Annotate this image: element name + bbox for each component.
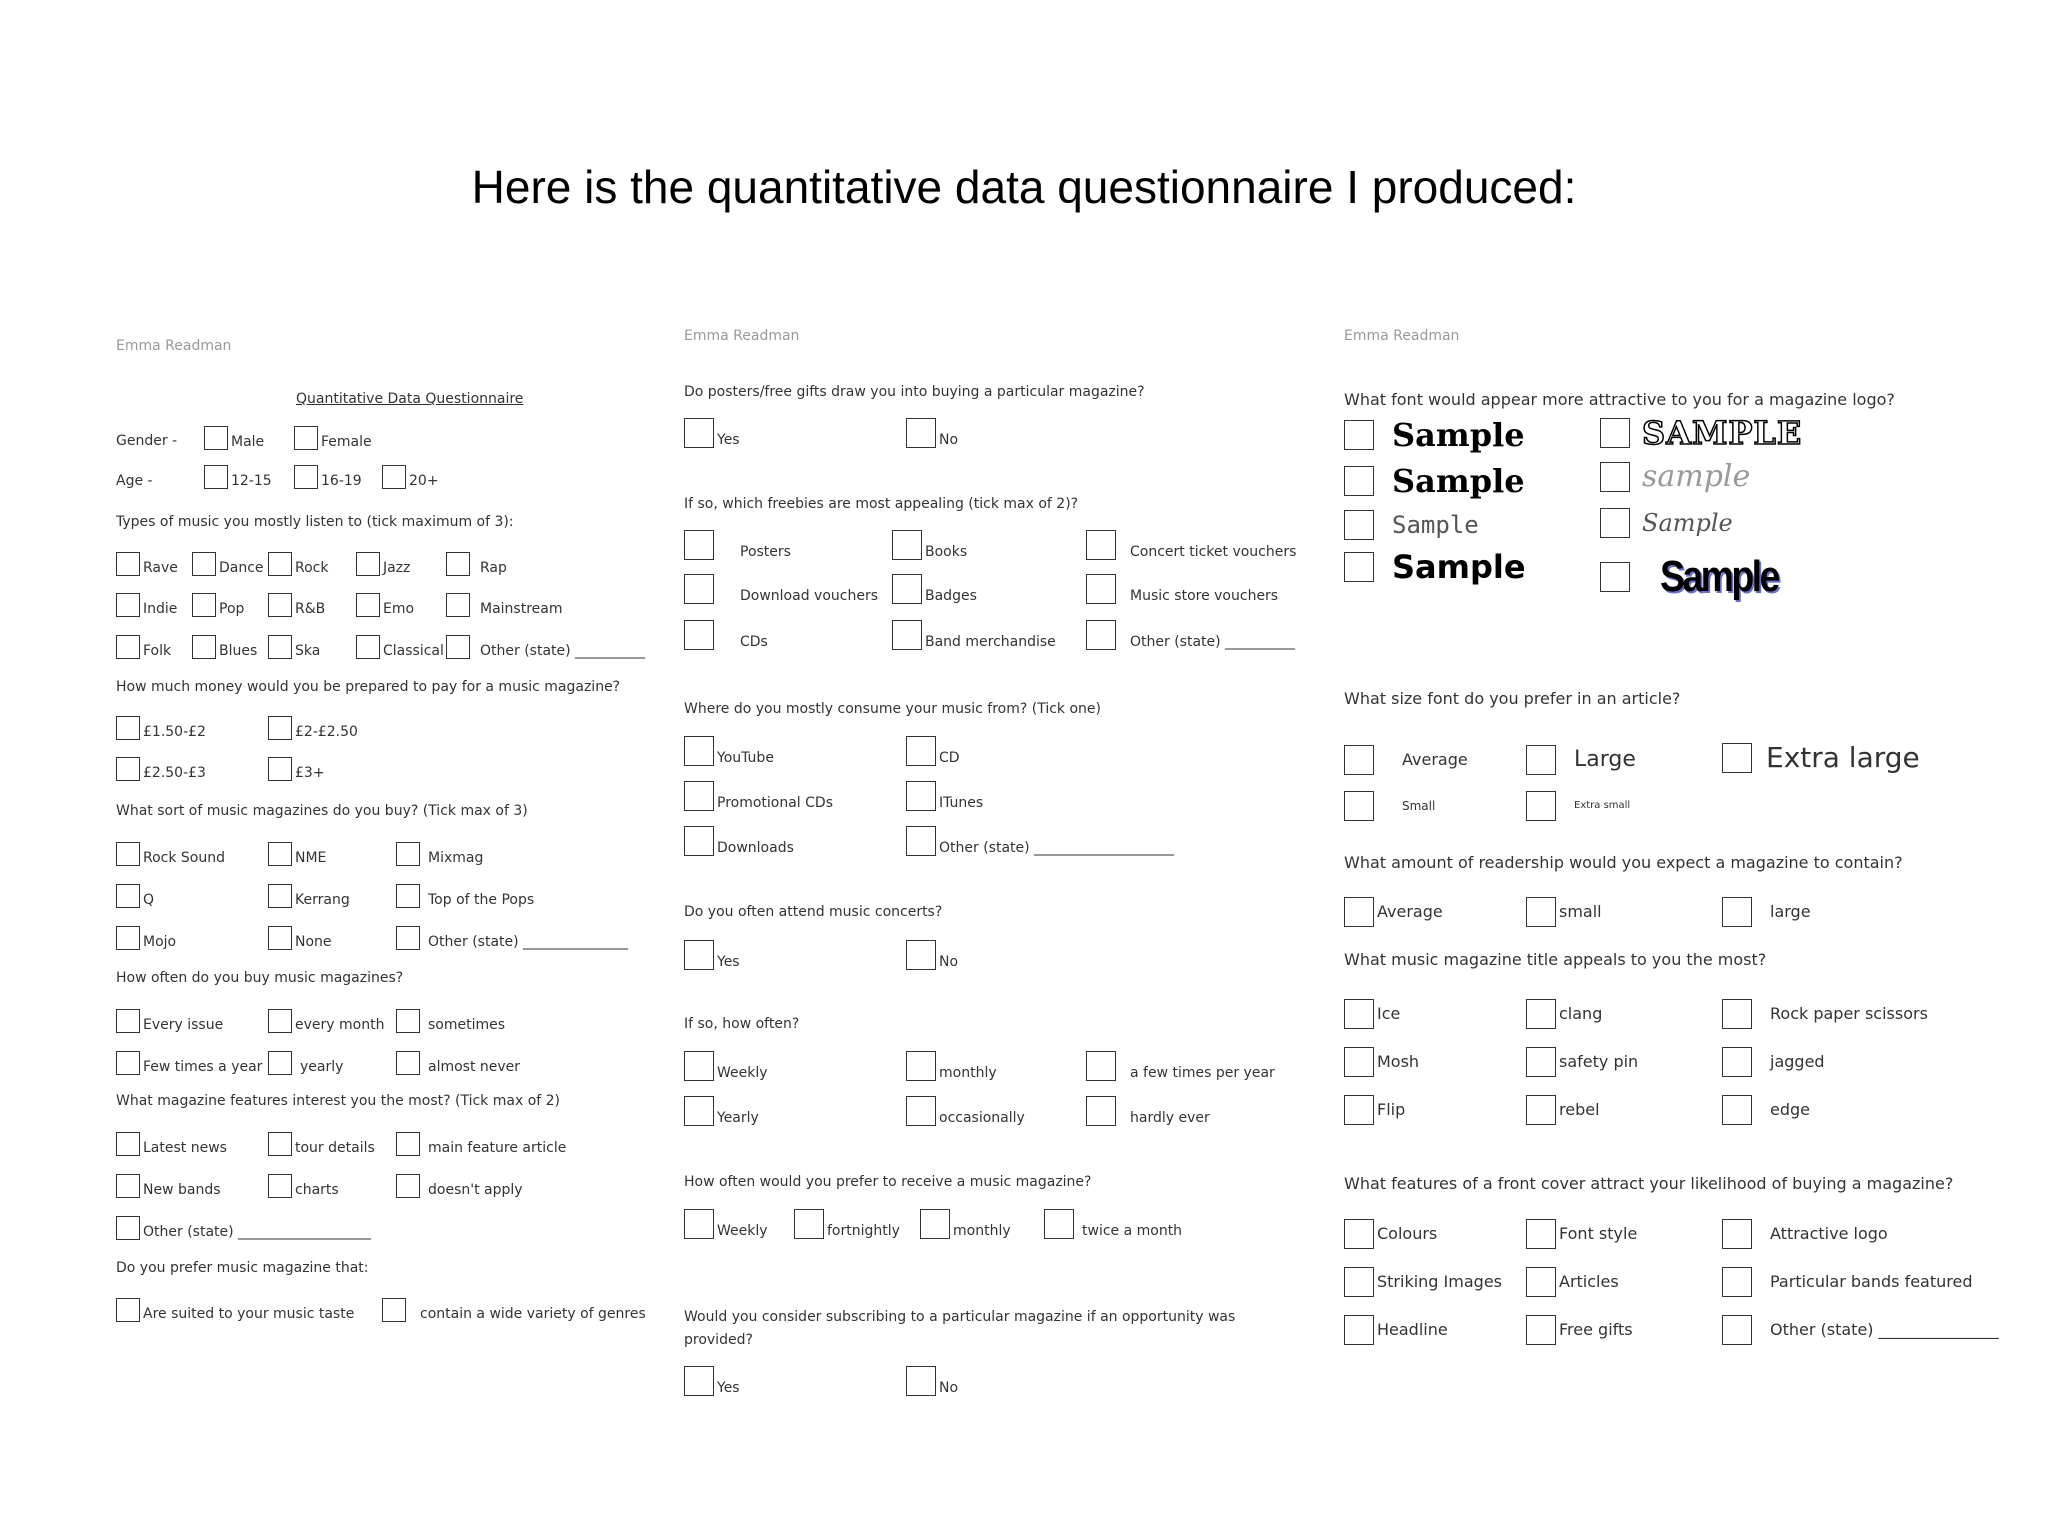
checkbox[interactable] — [116, 1298, 140, 1322]
checkbox[interactable] — [192, 635, 216, 659]
prefer-option[interactable]: contain a wide variety of genres — [382, 1296, 646, 1322]
music-type-option[interactable]: Rave — [116, 550, 178, 576]
title-option[interactable]: Mosh — [1344, 1046, 1419, 1078]
gender-option[interactable]: Male — [204, 424, 264, 450]
checkbox[interactable] — [268, 1051, 292, 1075]
checkbox[interactable] — [1344, 1267, 1374, 1297]
checkbox[interactable] — [684, 530, 714, 560]
checkbox[interactable] — [684, 418, 714, 448]
font-size-option[interactable]: Average — [1344, 744, 1468, 776]
checkbox[interactable] — [204, 426, 228, 450]
checkbox[interactable] — [1526, 745, 1556, 775]
font-size-option[interactable]: Large — [1526, 744, 1636, 776]
checkbox[interactable] — [268, 926, 292, 950]
checkbox[interactable] — [1086, 1051, 1116, 1081]
checkbox[interactable] — [116, 716, 140, 740]
freebie-option[interactable]: Posters — [684, 534, 791, 560]
checkbox[interactable] — [906, 781, 936, 811]
checkbox[interactable] — [116, 1051, 140, 1075]
money-option[interactable]: £3+ — [268, 755, 325, 781]
checkbox[interactable] — [294, 426, 318, 450]
concert-frequency-option[interactable]: a few times per year — [1086, 1055, 1275, 1081]
posters-option[interactable]: No — [906, 422, 958, 448]
subscribe-option[interactable]: Yes — [684, 1370, 740, 1396]
freebie-option[interactable]: Other (state) __________ — [1086, 624, 1295, 650]
slide-title: Here is the quantitative data questionnaire I produced: — [471, 161, 1577, 213]
consume-option[interactable]: YouTube — [684, 740, 774, 766]
frequency-option[interactable]: sometimes — [396, 1007, 505, 1033]
concert-frequency-option[interactable]: monthly — [906, 1055, 997, 1081]
frequency-option[interactable]: almost never — [396, 1049, 520, 1075]
checkbox[interactable] — [1344, 1047, 1374, 1077]
checkbox[interactable] — [1600, 562, 1630, 592]
concert-frequency-option[interactable]: Weekly — [684, 1055, 768, 1081]
magazine-option[interactable]: Other (state) _______________ — [396, 924, 628, 950]
checkbox[interactable] — [116, 635, 140, 659]
checkbox[interactable] — [684, 1051, 714, 1081]
checkbox[interactable] — [1526, 791, 1556, 821]
checkbox[interactable] — [446, 593, 470, 617]
checkbox[interactable] — [1344, 999, 1374, 1029]
checkbox[interactable] — [396, 1174, 420, 1198]
freebie-option[interactable]: Books — [892, 534, 967, 560]
checkbox[interactable] — [116, 842, 140, 866]
checkbox[interactable] — [268, 1132, 292, 1156]
checkbox[interactable] — [268, 593, 292, 617]
question-prefer: Do you prefer music magazine that: — [116, 1260, 369, 1276]
checkbox[interactable] — [268, 1174, 292, 1198]
feature-option[interactable]: tour details — [268, 1130, 375, 1156]
checkbox[interactable] — [1526, 1219, 1556, 1249]
age-option[interactable]: 16-19 — [294, 463, 362, 489]
font-sample-option[interactable]: Sample — [1600, 506, 1733, 540]
posters-option[interactable]: Yes — [684, 422, 740, 448]
checkbox[interactable] — [1344, 1095, 1374, 1125]
checkbox[interactable] — [892, 574, 922, 604]
checkbox[interactable] — [268, 716, 292, 740]
checkbox[interactable] — [684, 1096, 714, 1126]
font-sample-option[interactable]: Sample — [1344, 418, 1525, 452]
checkbox[interactable] — [892, 620, 922, 650]
question-readership: What amount of readership would you expect a magazine to contain? — [1344, 853, 1903, 872]
concerts-option[interactable]: No — [906, 944, 958, 970]
checkbox[interactable] — [906, 1051, 936, 1081]
checkbox[interactable] — [382, 465, 406, 489]
checkbox[interactable] — [1526, 897, 1556, 927]
freebie-option[interactable]: Download vouchers — [684, 578, 878, 604]
title-option[interactable]: edge — [1722, 1094, 1810, 1126]
checkbox[interactable] — [906, 1096, 936, 1126]
music-type-option[interactable]: Dance — [192, 550, 264, 576]
cover-feature-option[interactable]: Free gifts — [1526, 1314, 1633, 1346]
checkbox[interactable] — [268, 552, 292, 576]
checkbox[interactable] — [1344, 1219, 1374, 1249]
checkbox[interactable] — [382, 1298, 406, 1322]
music-type-option[interactable]: Other (state) __________ — [446, 633, 645, 659]
cover-feature-option[interactable]: Particular bands featured — [1722, 1266, 1972, 1298]
receive-option[interactable]: twice a month — [1044, 1213, 1182, 1239]
checkbox[interactable] — [1344, 552, 1374, 582]
concert-frequency-option[interactable]: hardly ever — [1086, 1100, 1210, 1126]
checkbox[interactable] — [1086, 1096, 1116, 1126]
cover-feature-option[interactable]: Articles — [1526, 1266, 1619, 1298]
checkbox[interactable] — [268, 1009, 292, 1033]
checkbox[interactable] — [1086, 530, 1116, 560]
question-features: What magazine features interest you the most? (Tick max of 2) — [116, 1093, 561, 1109]
title-option[interactable]: Ice — [1344, 998, 1400, 1030]
money-option[interactable]: £1.50-£2 — [116, 714, 206, 740]
consume-option[interactable]: CD — [906, 740, 960, 766]
magazine-option[interactable]: Top of the Pops — [396, 882, 534, 908]
freebie-option[interactable]: Music store vouchers — [1086, 578, 1278, 604]
question-front-cover: What features of a front cover attract your likelihood of buying a magazine? — [1344, 1174, 1954, 1193]
author-name: Emma Readman — [1344, 328, 1460, 344]
question-concerts: Do you often attend music concerts? — [684, 904, 943, 920]
concert-frequency-option[interactable]: Yearly — [684, 1100, 759, 1126]
checkbox[interactable] — [906, 826, 936, 856]
feature-option[interactable]: charts — [268, 1172, 339, 1198]
magazine-option[interactable]: Kerrang — [268, 882, 350, 908]
freebie-option[interactable]: Band merchandise — [892, 624, 1056, 650]
checkbox[interactable] — [1526, 1095, 1556, 1125]
prefer-option[interactable]: Are suited to your music taste — [116, 1296, 354, 1322]
feature-option[interactable]: doesn't apply — [396, 1172, 523, 1198]
checkbox[interactable] — [1722, 999, 1752, 1029]
music-type-option[interactable]: Emo — [356, 591, 414, 617]
question-music-types: Types of music you mostly listen to (tick maximum of 3): — [116, 514, 514, 530]
checkbox[interactable] — [268, 635, 292, 659]
checkbox[interactable] — [1722, 1095, 1752, 1125]
checkbox[interactable] — [396, 842, 420, 866]
checkbox[interactable] — [684, 781, 714, 811]
checkbox[interactable] — [684, 826, 714, 856]
questionnaire-page-1 — [116, 300, 756, 1450]
font-sample-option[interactable]: sample — [1600, 460, 1750, 494]
music-type-option[interactable]: Jazz — [356, 550, 410, 576]
cover-feature-option[interactable]: Colours — [1344, 1218, 1437, 1250]
checkbox[interactable] — [294, 465, 318, 489]
checkbox[interactable] — [356, 593, 380, 617]
question-how-often: If so, how often? — [684, 1016, 800, 1032]
checkbox[interactable] — [1722, 1315, 1752, 1345]
checkbox[interactable] — [116, 1132, 140, 1156]
magazine-option[interactable]: None — [268, 924, 332, 950]
music-type-option[interactable]: Rock — [268, 550, 328, 576]
checkbox[interactable] — [1526, 999, 1556, 1029]
checkbox[interactable] — [1344, 1315, 1374, 1345]
font-sample-option[interactable]: Sample — [1344, 550, 1526, 584]
checkbox[interactable] — [794, 1209, 824, 1239]
magazine-option[interactable]: NME — [268, 840, 326, 866]
receive-option[interactable]: fortnightly — [794, 1213, 900, 1239]
checkbox[interactable] — [268, 884, 292, 908]
consume-option[interactable]: Promotional CDs — [684, 785, 833, 811]
music-type-option[interactable]: Blues — [192, 633, 257, 659]
money-option[interactable]: £2.50-£3 — [116, 755, 206, 781]
feature-option[interactable]: main feature article — [396, 1130, 566, 1156]
music-type-option[interactable]: Indie — [116, 591, 177, 617]
freebie-option[interactable]: CDs — [684, 624, 768, 650]
checkbox[interactable] — [116, 1174, 140, 1198]
magazine-option[interactable]: Mojo — [116, 924, 176, 950]
receive-option[interactable]: Weekly — [684, 1213, 768, 1239]
checkbox[interactable] — [446, 635, 470, 659]
title-option[interactable]: Rock paper scissors — [1722, 998, 1928, 1030]
checkbox[interactable] — [1526, 1047, 1556, 1077]
checkbox[interactable] — [1722, 1219, 1752, 1249]
title-option[interactable]: jagged — [1722, 1046, 1825, 1078]
checkbox[interactable] — [1722, 1267, 1752, 1297]
money-option[interactable]: £2-£2.50 — [268, 714, 358, 740]
question-how-often-buy: How often do you buy music magazines? — [116, 970, 404, 986]
checkbox[interactable] — [396, 1132, 420, 1156]
author-name: Emma Readman — [116, 338, 232, 354]
checkbox[interactable] — [906, 940, 936, 970]
checkbox[interactable] — [1722, 1047, 1752, 1077]
music-type-option[interactable]: Folk — [116, 633, 171, 659]
question-font-size: What size font do you prefer in an article? — [1344, 689, 1681, 708]
checkbox[interactable] — [1600, 418, 1630, 448]
checkbox[interactable] — [116, 757, 140, 781]
checkbox[interactable] — [1344, 420, 1374, 450]
magazine-option[interactable]: Mixmag — [396, 840, 483, 866]
concert-frequency-option[interactable]: occasionally — [906, 1100, 1025, 1126]
frequency-option[interactable]: Every issue — [116, 1007, 223, 1033]
checkbox[interactable] — [684, 620, 714, 650]
checkbox[interactable] — [192, 552, 216, 576]
consume-option[interactable]: Other (state) ____________________ — [906, 830, 1174, 856]
checkbox[interactable] — [192, 593, 216, 617]
checkbox[interactable] — [1086, 574, 1116, 604]
checkbox[interactable] — [204, 465, 228, 489]
music-type-option[interactable]: Rap — [446, 550, 507, 576]
feature-option[interactable]: Latest news — [116, 1130, 227, 1156]
subscribe-option[interactable]: No — [906, 1370, 958, 1396]
title-option[interactable]: safety pin — [1526, 1046, 1638, 1078]
checkbox[interactable] — [396, 1051, 420, 1075]
checkbox[interactable] — [1044, 1209, 1074, 1239]
questionnaire-heading: Quantitative Data Questionnaire — [296, 391, 524, 407]
questionnaire-page-3 — [1344, 300, 2044, 1450]
magazine-option[interactable]: Rock Sound — [116, 840, 225, 866]
checkbox[interactable] — [906, 736, 936, 766]
checkbox[interactable] — [684, 574, 714, 604]
checkbox[interactable] — [116, 884, 140, 908]
age-option[interactable]: 20+ — [382, 463, 439, 489]
cover-feature-option[interactable]: Other (state) _______________ — [1722, 1314, 1999, 1346]
checkbox[interactable] — [396, 884, 420, 908]
checkbox[interactable] — [1600, 508, 1630, 538]
music-type-option[interactable]: Mainstream — [446, 591, 562, 617]
freebie-option[interactable]: Badges — [892, 578, 977, 604]
checkbox[interactable] — [356, 635, 380, 659]
consume-option[interactable]: ITunes — [906, 785, 983, 811]
readership-option[interactable]: small — [1526, 896, 1602, 928]
checkbox[interactable] — [684, 1366, 714, 1396]
font-size-option[interactable]: Small — [1344, 790, 1435, 822]
question-subscribe: Would you consider subscribing to a particular magazine if an opportunity was — [684, 1309, 1236, 1325]
checkbox[interactable] — [1344, 510, 1374, 540]
readership-option[interactable]: Average — [1344, 896, 1443, 928]
magazine-option[interactable]: Q — [116, 882, 154, 908]
checkbox[interactable] — [1722, 743, 1752, 773]
question-magazines: What sort of music magazines do you buy? (Tick max of 3) — [116, 803, 528, 819]
checkbox[interactable] — [920, 1209, 950, 1239]
age-option[interactable]: 12-15 — [204, 463, 272, 489]
checkbox[interactable] — [116, 552, 140, 576]
frequency-option[interactable]: yearly — [268, 1049, 343, 1075]
font-sample-option[interactable]: Sample — [1344, 508, 1479, 542]
cover-feature-option[interactable]: Attractive logo — [1722, 1218, 1888, 1250]
checkbox[interactable] — [1526, 1315, 1556, 1345]
freebie-option[interactable]: Concert ticket vouchers — [1086, 534, 1296, 560]
cover-feature-option[interactable]: Font style — [1526, 1218, 1637, 1250]
question-consume: Where do you mostly consume your music from? (Tick one) — [684, 701, 1102, 717]
author-name: Emma Readman — [684, 328, 800, 344]
checkbox[interactable] — [116, 1009, 140, 1033]
title-option[interactable]: Flip — [1344, 1094, 1405, 1126]
checkbox[interactable] — [116, 593, 140, 617]
age-label: Age - — [116, 473, 153, 489]
questionnaire-page-2 — [684, 300, 1324, 1450]
music-type-option[interactable]: R&B — [268, 591, 325, 617]
checkbox[interactable] — [268, 757, 292, 781]
question-subscribe-continued: provided? — [684, 1332, 753, 1348]
cover-feature-option[interactable]: Striking Images — [1344, 1266, 1502, 1298]
readership-option[interactable]: large — [1722, 896, 1811, 928]
gender-option[interactable]: Female — [294, 424, 372, 450]
concerts-option[interactable]: Yes — [684, 944, 740, 970]
question-font: What font would appear more attractive to you for a magazine logo? — [1344, 390, 1895, 409]
checkbox[interactable] — [1344, 791, 1374, 821]
checkbox[interactable] — [1086, 620, 1116, 650]
font-sample-option[interactable]: Sample — [1600, 552, 1799, 602]
consume-option[interactable]: Downloads — [684, 830, 794, 856]
cover-feature-option[interactable]: Headline — [1344, 1314, 1448, 1346]
question-freebies: If so, which freebies are most appealing (tick max of 2)? — [684, 496, 1079, 512]
checkbox[interactable] — [892, 530, 922, 560]
font-size-option[interactable]: Extra large — [1722, 742, 1920, 774]
question-receive: How often would you prefer to receive a music magazine? — [684, 1174, 1092, 1190]
question-posters: Do posters/free gifts draw you into buying a particular magazine? — [684, 384, 1145, 400]
checkbox[interactable] — [1344, 466, 1374, 496]
checkbox[interactable] — [1600, 462, 1630, 492]
music-type-option[interactable]: Ska — [268, 633, 320, 659]
frequency-option[interactable]: Few times a year — [116, 1049, 262, 1075]
checkbox[interactable] — [1344, 745, 1374, 775]
title-option[interactable]: rebel — [1526, 1094, 1600, 1126]
checkbox[interactable] — [396, 1009, 420, 1033]
title-option[interactable]: clang — [1526, 998, 1602, 1030]
checkbox[interactable] — [1526, 1267, 1556, 1297]
checkbox[interactable] — [684, 736, 714, 766]
question-title: What music magazine title appeals to you the most? — [1344, 950, 1767, 969]
gender-label: Gender - — [116, 433, 178, 449]
checkbox[interactable] — [396, 926, 420, 950]
checkbox[interactable] — [1344, 897, 1374, 927]
checkbox[interactable] — [116, 1216, 140, 1240]
frequency-option[interactable]: every month — [268, 1007, 384, 1033]
font-size-option[interactable]: Extra small — [1526, 790, 1630, 822]
font-sample-option[interactable]: SAMPLE — [1600, 416, 1802, 450]
checkbox[interactable] — [268, 842, 292, 866]
receive-option[interactable]: monthly — [920, 1213, 1011, 1239]
feature-option[interactable]: New bands — [116, 1172, 221, 1198]
checkbox[interactable] — [684, 940, 714, 970]
music-type-option[interactable]: Pop — [192, 591, 244, 617]
feature-option[interactable]: Other (state) ___________________ — [116, 1214, 371, 1240]
checkbox[interactable] — [684, 1209, 714, 1239]
checkbox[interactable] — [1722, 897, 1752, 927]
question-money: How much money would you be prepared to pay for a music magazine? — [116, 679, 621, 695]
checkbox[interactable] — [356, 552, 380, 576]
checkbox[interactable] — [116, 926, 140, 950]
checkbox[interactable] — [446, 552, 470, 576]
music-type-option[interactable]: Classical — [356, 633, 444, 659]
checkbox[interactable] — [906, 1366, 936, 1396]
checkbox[interactable] — [906, 418, 936, 448]
font-sample-option[interactable]: Sample — [1344, 464, 1525, 498]
